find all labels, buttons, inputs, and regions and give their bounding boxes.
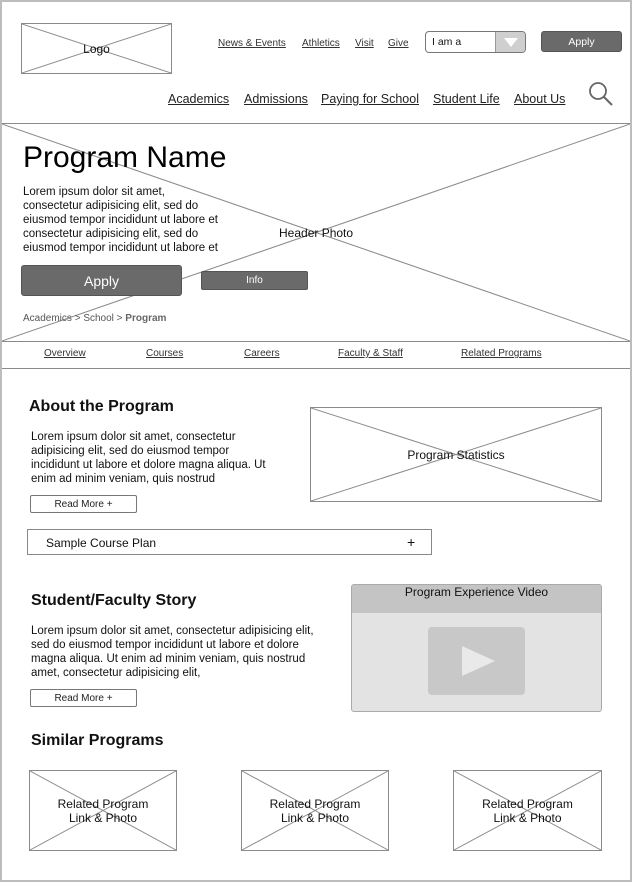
breadcrumb-school[interactable]: School bbox=[83, 313, 114, 324]
logo-placeholder[interactable] bbox=[21, 23, 172, 74]
story-read-more-button[interactable] bbox=[30, 689, 137, 707]
related-program-line2: Link & Photo bbox=[280, 810, 350, 825]
breadcrumb-current: Program bbox=[125, 313, 167, 324]
header-apply-label: Apply bbox=[568, 35, 595, 48]
nav-paying-for-school[interactable]: Paying for School bbox=[321, 92, 419, 106]
hero-apply-button[interactable] bbox=[21, 265, 182, 296]
related-program-label bbox=[454, 771, 601, 850]
related-program-card[interactable] bbox=[29, 770, 177, 851]
related-program-line2: Link & Photo bbox=[68, 810, 138, 825]
utility-link-news-events[interactable]: News & Events bbox=[218, 38, 286, 49]
story-description bbox=[31, 624, 341, 680]
plus-icon: + bbox=[407, 534, 416, 550]
hero-description bbox=[23, 185, 253, 255]
program-statistics-placeholder bbox=[310, 407, 602, 502]
program-statistics-label: Program Statistics bbox=[407, 447, 505, 462]
related-program-label bbox=[30, 771, 176, 850]
similar-heading: Similar Programs bbox=[31, 732, 164, 749]
subnav-faculty-staff[interactable]: Faculty & Staff bbox=[338, 348, 403, 359]
hero-divider bbox=[2, 341, 630, 342]
breadcrumb bbox=[23, 313, 166, 324]
story-line: sed do eiusmod tempor incididunt ut labore et dolore bbox=[31, 639, 299, 651]
subnav-overview[interactable]: Overview bbox=[44, 348, 86, 359]
hero-line: Lorem ipsum dolor sit amet, bbox=[23, 186, 165, 198]
related-program-label bbox=[242, 771, 388, 850]
related-program-card[interactable] bbox=[241, 770, 389, 851]
utility-link-athletics[interactable]: Athletics bbox=[302, 38, 340, 49]
about-line: adipisicing elit, sed do eiusmod tempor bbox=[31, 445, 230, 457]
video-title-bar bbox=[352, 585, 601, 613]
utility-link-give[interactable]: Give bbox=[388, 38, 409, 49]
hero-line: consectetur adipisicing elit, sed do bbox=[23, 200, 199, 212]
related-program-card[interactable] bbox=[453, 770, 602, 851]
hero-info-button[interactable] bbox=[201, 271, 308, 290]
audience-select-value: I am a bbox=[432, 36, 462, 48]
about-read-more-button[interactable] bbox=[30, 495, 137, 513]
story-read-more-label: Read More + bbox=[54, 692, 113, 704]
related-program-line1: Related Program bbox=[482, 796, 573, 811]
sample-course-plan-label: Sample Course Plan bbox=[46, 536, 157, 550]
subnav-related-programs[interactable]: Related Programs bbox=[461, 348, 542, 359]
about-description bbox=[31, 430, 301, 486]
header-photo-label: Header Photo bbox=[279, 226, 354, 240]
story-heading: Student/Faculty Story bbox=[31, 592, 197, 609]
hero-info-label: Info bbox=[246, 275, 263, 286]
utility-link-visit[interactable]: Visit bbox=[355, 38, 374, 49]
about-line: Lorem ipsum dolor sit amet, consectetur bbox=[31, 431, 236, 443]
nav-admissions[interactable]: Admissions bbox=[244, 92, 308, 106]
breadcrumb-academics[interactable]: Academics bbox=[23, 313, 72, 324]
hero-line: eiusmod tempor incididunt ut labore et bbox=[23, 242, 218, 254]
story-line: amet, consectetur adipisicing elit, bbox=[31, 667, 201, 679]
subnav-courses[interactable]: Courses bbox=[146, 348, 184, 359]
video-player[interactable] bbox=[351, 584, 602, 712]
about-heading: About the Program bbox=[29, 398, 174, 415]
subnav-careers[interactable]: Careers bbox=[244, 348, 280, 359]
breadcrumb-separator: > bbox=[74, 313, 81, 324]
nav-student-life[interactable]: Student Life bbox=[433, 92, 500, 106]
nav-academics[interactable]: Academics bbox=[168, 92, 230, 106]
related-program-line2: Link & Photo bbox=[493, 810, 562, 825]
related-program-line1: Related Program bbox=[269, 796, 361, 811]
chevron-down-icon bbox=[495, 32, 525, 52]
logo-label: Logo bbox=[83, 41, 110, 56]
audience-select[interactable] bbox=[425, 31, 526, 53]
sample-course-plan-accordion[interactable] bbox=[27, 529, 432, 555]
about-line: enim ad minim veniam, quis nostrud bbox=[31, 473, 216, 485]
story-line: Lorem ipsum dolor sit amet, consectetur adipisicing elit, bbox=[31, 625, 314, 637]
hero-apply-label: Apply bbox=[83, 272, 120, 289]
related-program-line1: Related Program bbox=[57, 796, 149, 811]
search-icon[interactable] bbox=[588, 81, 614, 107]
header-apply-button[interactable] bbox=[541, 31, 622, 52]
subnav-divider bbox=[2, 368, 630, 369]
about-read-more-label: Read More + bbox=[54, 498, 113, 510]
nav-about-us[interactable]: About Us bbox=[514, 92, 566, 106]
hero-line: consectetur adipisicing elit, sed do bbox=[23, 228, 199, 240]
story-line: magna aliqua. Ut enim ad minim veniam, quis nostrud bbox=[31, 653, 306, 665]
page-title: Program Name bbox=[23, 141, 227, 174]
about-line: incididunt ut labore et dolore magna aliqua. Ut bbox=[31, 459, 266, 471]
video-title: Program Experience Video bbox=[404, 585, 549, 599]
play-icon[interactable] bbox=[428, 627, 525, 695]
breadcrumb-separator: > bbox=[116, 313, 123, 324]
hero-line: eiusmod tempor incididunt ut labore et bbox=[23, 214, 218, 226]
